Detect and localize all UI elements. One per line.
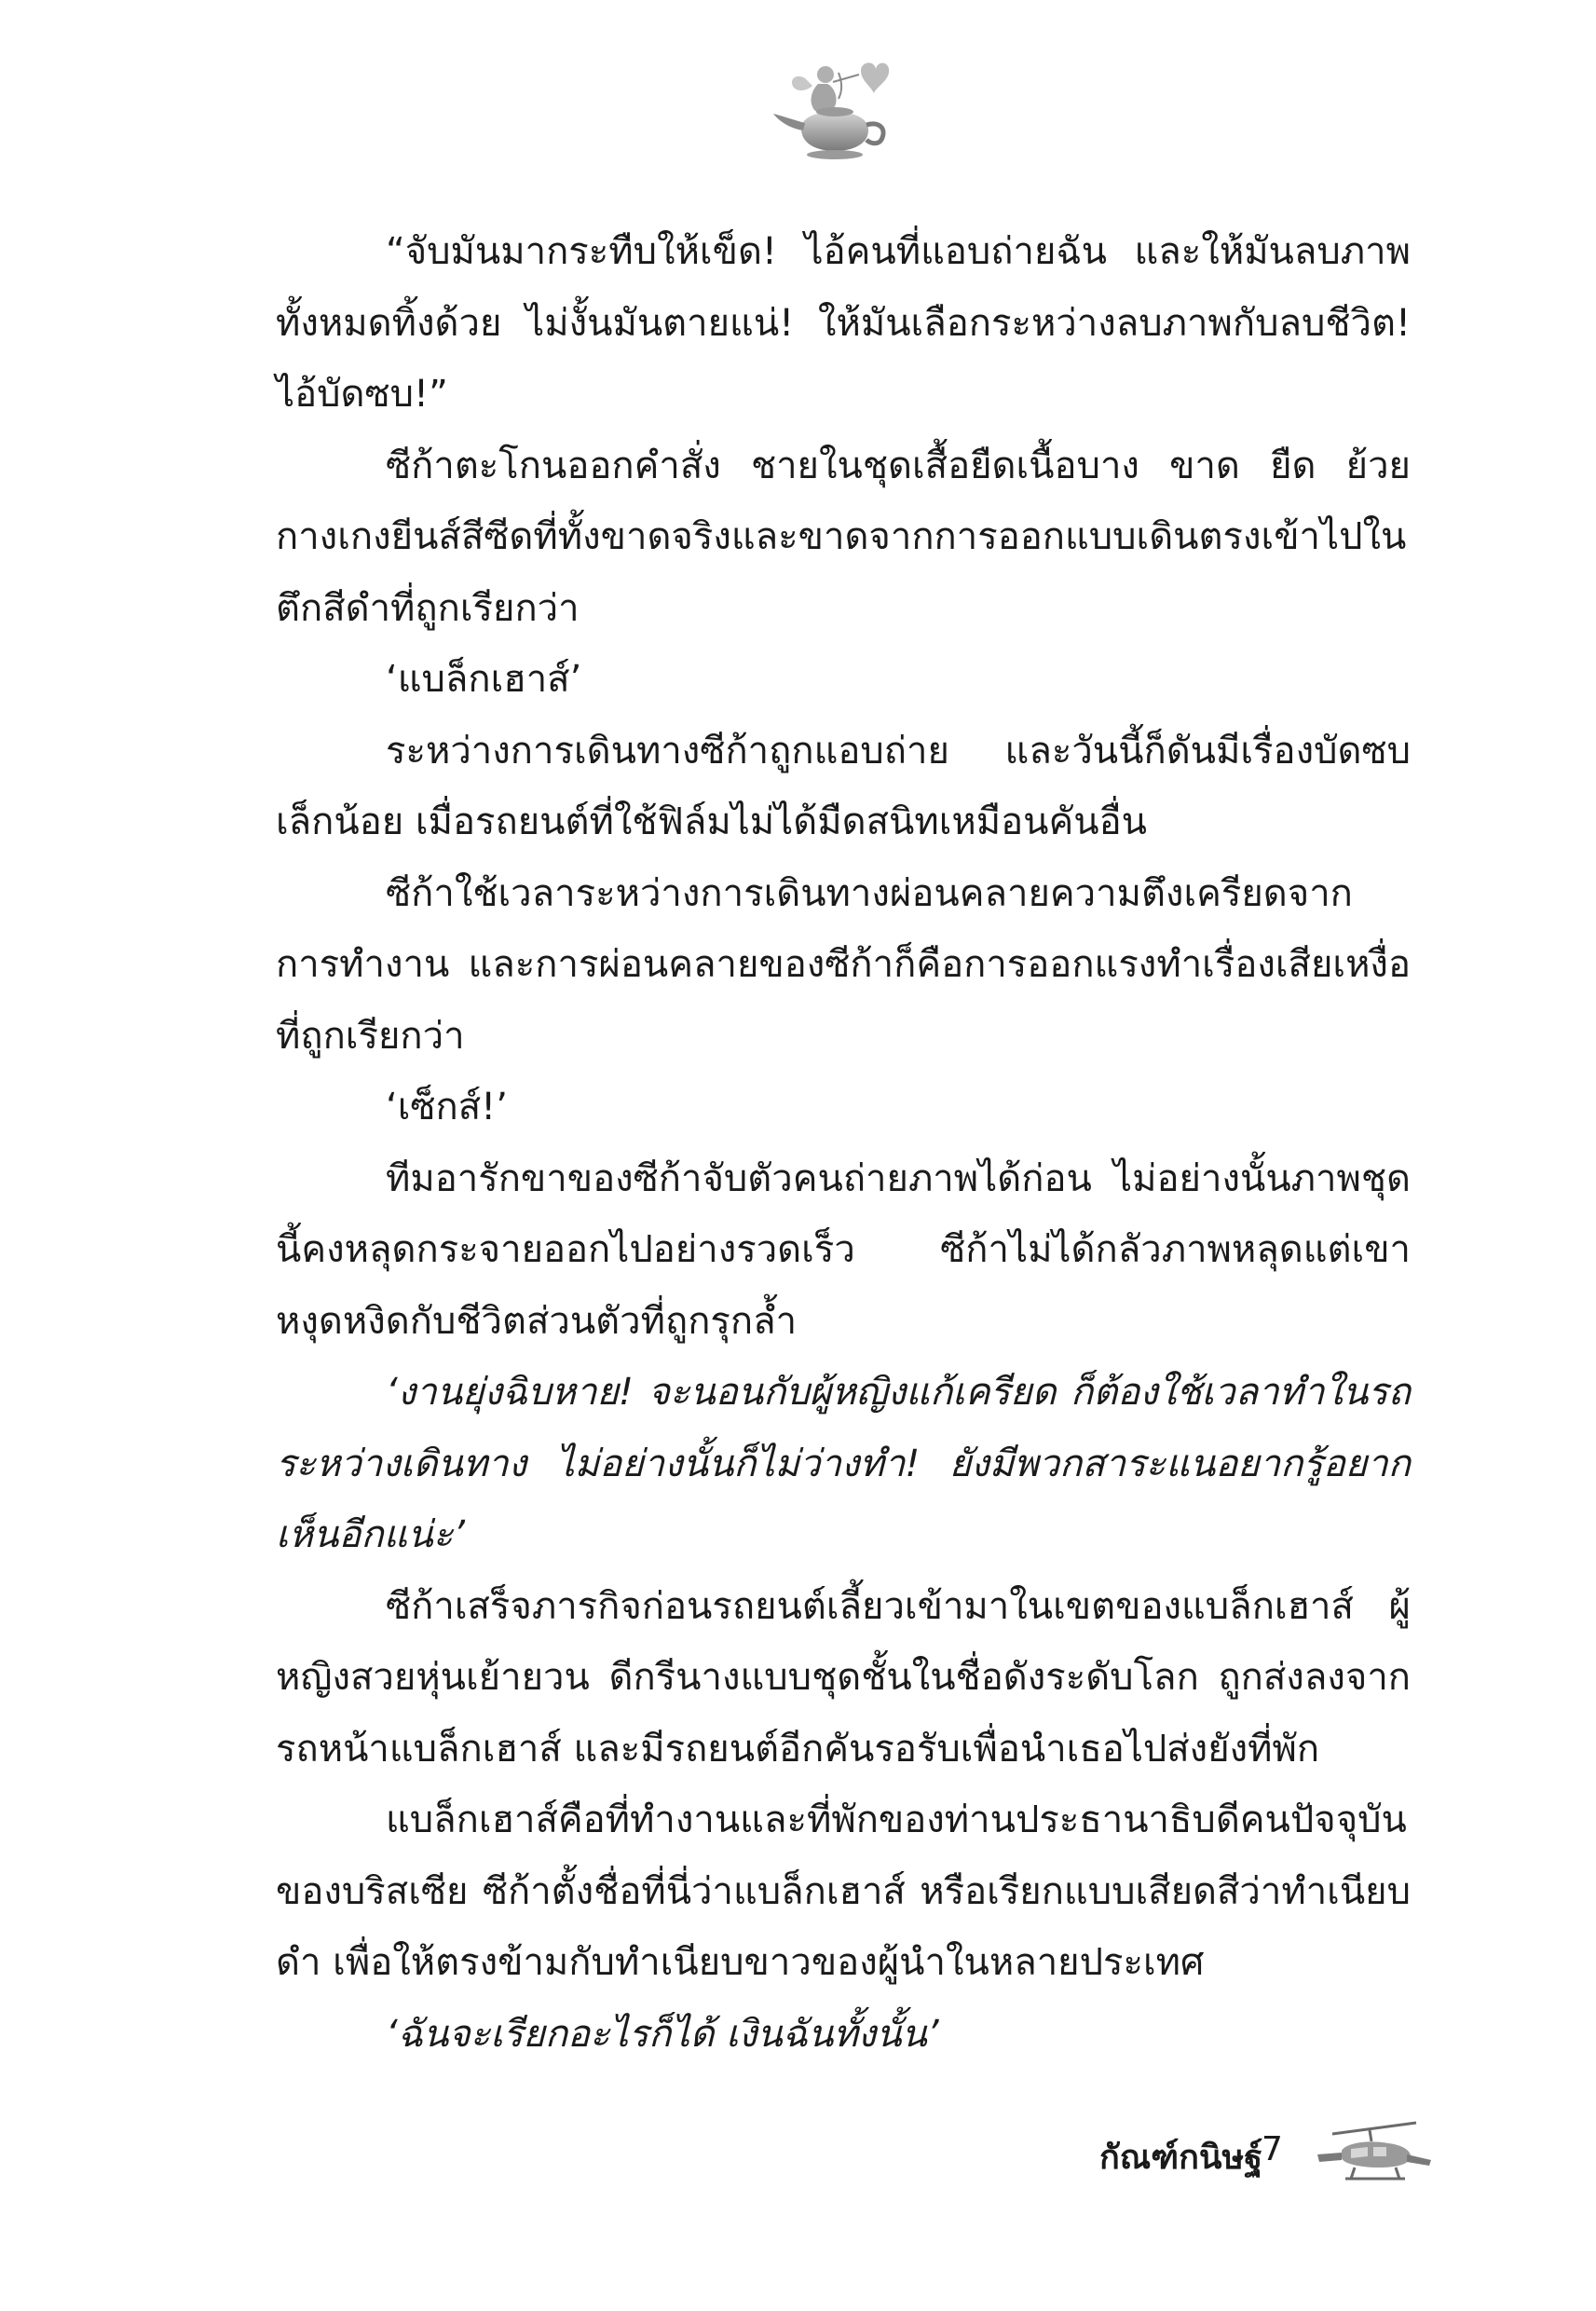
- paragraph: ซีก้าใช้เวลาระหว่างการเดินทางผ่อนคลายความตึงเครียดจากการทำงาน และการผ่อนคลายของซีก้าก็คือการออกแรงทำเรื่องเสียเหงื่อที่ถูกเรียกว่า: [276, 871, 1411, 1058]
- paragraph: ‘แบล็กเฮาส์’: [386, 658, 582, 701]
- cupid-teapot-ornament-icon: [768, 54, 898, 171]
- page-footer: [1099, 2113, 1435, 2197]
- paragraph: แบล็กเฮาส์คือที่ทำงานและที่พักของท่านประธานาธิบดีคนปัจจุบันของบริสเซีย ซีก้าตั้งชื่อที่นี่ว่าแบล็กเฮาส์ หรือเรียกแบบเสียดสีว่าทำเนียบดำ เพื่อให้ตรงข้ามกับทำเนียบขาวของผู้นำในหลายประเทศ: [276, 1798, 1411, 1984]
- book-title: กัณฑ์กนิษฐ์: [1099, 2139, 1263, 2177]
- paragraph: ‘เซ็กส์!’: [386, 1086, 508, 1128]
- paragraph: “จับมันมากระทืบให้เข็ด! ไอ้คนที่แอบถ่ายฉัน และให้มันลบภาพทั้งหมดทิ้งด้วย ไม่งั้นมันตายแน่! ให้มันเลือกระหว่างลบภาพกับลบชีวิต! ไอ้บัดซบ!”: [276, 230, 1411, 416]
- paragraph-italic: ‘ฉันจะเรียกอะไรก็ได้ เงินฉันทั้งนั้น’: [386, 2012, 939, 2056]
- page-number: 7: [1262, 2130, 1283, 2168]
- paragraph-italic: ‘งานยุ่งฉิบหาย! จะนอนกับผู้หญิงแก้เครียด ก็ต้องใช้เวลาทำในรถระหว่างเดินทาง ไม่อย่างนั้นก็ไม่ว่างทำ! ยังมีพวกสาระแนอยากรู้อยากเห็นอีกแน่ะ’: [276, 1371, 1411, 1556]
- body-text: [276, 216, 1411, 2070]
- helicopter-icon: [1314, 2113, 1435, 2197]
- paragraph: ระหว่างการเดินทางซีก้าถูกแอบถ่าย และวันนี้ก็ดันมีเรื่องบัดซบเล็กน้อย เมื่อรถยนต์ที่ใช้ฟิล์มไม่ได้มืดสนิทเหมือนคันอื่น: [276, 729, 1411, 843]
- paragraph: ซีก้าตะโกนออกคำสั่ง ชายในชุดเสื้อยืดเนื้อบาง ขาด ยืด ย้วย กางเกงยีนส์สีซีดที่ทั้งขาดจริงและขาดจากการออกแบบเดินตรงเข้าไปในตึกสีดำที่ถูกเรียกว่า: [276, 444, 1411, 630]
- paragraph: ซีก้าเสร็จภารกิจก่อนรถยนต์เลี้ยวเข้ามาในเขตของแบล็กเฮาส์ ผู้หญิงสวยหุ่นเย้ายวน ดีกรีนางแบบชุดชั้นในชื่อดังระดับโลก ถูกส่งลงจากรถหน้าแบล็กเฮาส์ และมีรถยนต์อีกคันรอรับเพื่อนำเธอไปส่งยังที่พัก: [276, 1584, 1411, 1771]
- paragraph: ทีมอารักขาของซีก้าจับตัวคนถ่ายภาพได้ก่อน ไม่อย่างนั้นภาพชุดนี้คงหลุดกระจายออกไปอย่างรวดเร็ว ซีก้าไม่ได้กลัวภาพหลุดแต่เขาหงุดหงิดกับชีวิตส่วนตัวที่ถูกรุกล้ำ: [276, 1156, 1411, 1343]
